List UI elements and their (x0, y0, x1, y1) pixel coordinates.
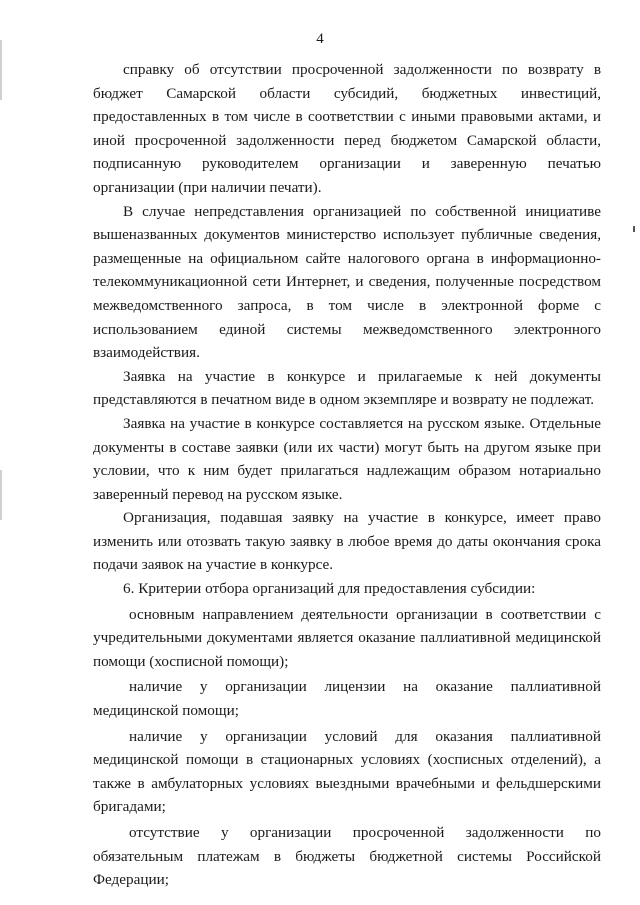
scan-edge-mark-top (0, 40, 2, 100)
paragraph-application-language: Заявка на участие в конкурсе составляется на русском языке. Отдельные документы в составе заявки (или их части) могут быть на другом языке при условии, что к ним будет прилагаться надлежащим образом нотариально заверенный перевод на русском языке. (93, 414, 601, 503)
criterion-license: наличие у организации лицензии на оказание паллиативной медицинской помощи; (93, 678, 601, 720)
paragraph-withdraw-application: Организация, подавшая заявку на участие в конкурсе, имеет право изменить или отозвать такую заявку в любое время до даты окончания срока подачи заявок на участие в конкурсе. (93, 509, 601, 574)
scan-edge-mark-bottom (0, 470, 2, 520)
criterion-main-activity: основным направлением деятельности организации в соответствии с учредительными документами является оказание паллиативной медицинской помощи (хосписной помощи); (93, 605, 601, 670)
section-heading-criteria: 6. Критерии отбора организаций для предоставления субсидии: (123, 580, 536, 598)
paragraph-non-submission: В случае непредставления организацией по собственной инициативе вышеназванных документов министерство использует публичные сведения, размещенные на официальном сайте налогового органа в информационно-телекоммуникационной сети Интернет, и сведения, полученные посредством межведомственного запроса, в том числе в электронной форме с использованием единой системы межведомственного электронного взаимодействия. (93, 202, 601, 362)
paragraph-certificate: справку об отсутствии просроченной задолженности по возврату в бюджет Самарской области субсидий, бюджетных инвестиций, предоставленных в том числе в соответствии с иными правовыми актами, и иной просроченной задолженности перед бюджетом Самарской области, подписанную руководителем организации и заверенную печатью организации (при наличии печати). (93, 61, 601, 196)
paragraph-application-format: Заявка на участие в конкурсе и прилагаемые к ней документы представляются в печатном виде в одном экземпляре и возврату не подлежат. (93, 367, 601, 409)
scan-edge-dot (633, 226, 635, 232)
criterion-conditions: наличие у организации условий для оказания паллиативной медицинской помощи в стационарных условиях (хосписных отделений), а также в амбулаторных условиях выездными врачебными и фельдшерскими бригадами; (93, 727, 601, 816)
document-body (93, 58, 601, 892)
page-number: 4 (316, 31, 324, 47)
criterion-no-debt: отсутствие у организации просроченной задолженности по обязательным платежам в бюджеты бюджетной системы Российской Федерации; (93, 824, 601, 889)
